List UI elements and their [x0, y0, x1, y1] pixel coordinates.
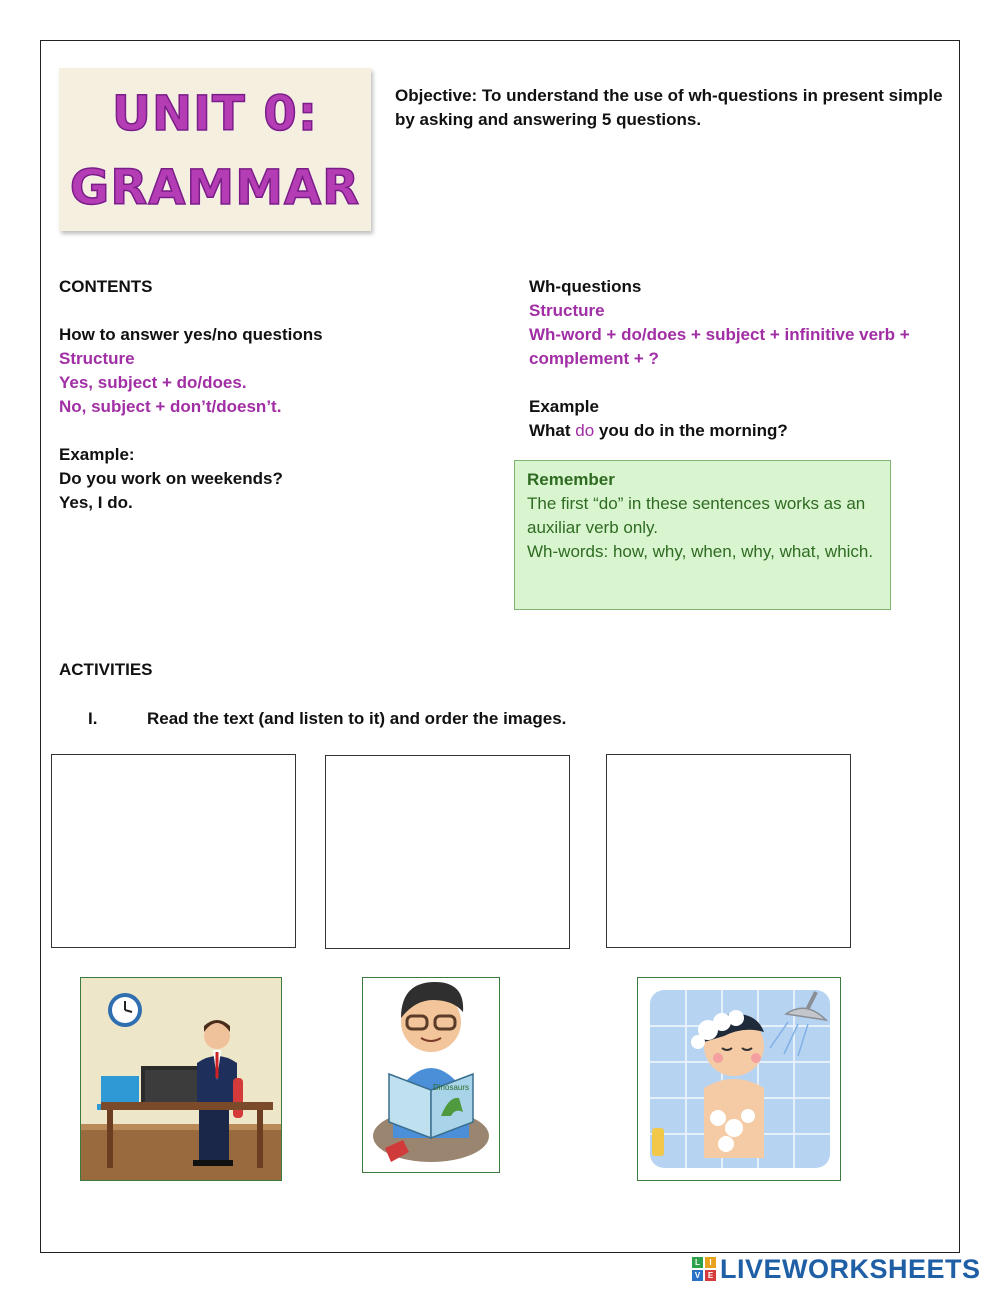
wh-example-post: you do in the morning?	[594, 421, 788, 440]
remember-line-2: Wh-words: how, why, when, why, what, which.	[527, 542, 874, 561]
logo-letter-v: V	[692, 1270, 703, 1281]
unit-title-banner	[59, 68, 371, 231]
liveworksheets-logo	[692, 1254, 981, 1284]
logo-letter-e: E	[705, 1270, 716, 1281]
remember-line-1: The first “do” in these sentences works as an auxiliar verb only.	[527, 494, 866, 537]
activity-instruction: Read the text (and listen to it) and order the images.	[147, 709, 567, 728]
wh-example-pre: What	[529, 421, 576, 440]
brand-name: LIVEWORKSHEETS	[720, 1253, 981, 1284]
objective-text: Objective: To understand the use of wh-questions in present simple by asking and answering 5 questions.	[395, 86, 943, 129]
wh-example-label: Example	[529, 397, 599, 416]
yesno-example-question: Do you work on weekends?	[59, 469, 283, 488]
wh-structure-label: Structure	[529, 301, 605, 320]
wh-heading: Wh-questions	[529, 277, 642, 296]
yesno-title: How to answer yes/no questions	[59, 325, 323, 344]
picture-child-showering[interactable]	[637, 977, 841, 1181]
yes-rule: Yes, subject + do/does.	[59, 373, 247, 392]
drop-box-1[interactable]	[51, 754, 296, 948]
yesno-example-label: Example:	[59, 445, 135, 464]
remember-title: Remember	[527, 470, 615, 489]
activities-heading: ACTIVITIES	[59, 660, 153, 679]
child-showering-icon	[638, 978, 840, 1180]
activity-number: I.	[88, 709, 98, 728]
remember-box	[514, 460, 891, 610]
wh-example-sentence	[529, 419, 788, 443]
yesno-example-answer: Yes, I do.	[59, 493, 133, 512]
wh-example-do: do	[575, 421, 595, 440]
no-rule: No, subject + don’t/doesn’t.	[59, 397, 282, 416]
picture-office-worker[interactable]	[80, 977, 282, 1181]
book-title: Dinosaurs	[433, 1083, 470, 1092]
wh-structure-rule: Wh-word + do/does + subject + infinitive verb + complement + ?	[529, 325, 910, 368]
unit-subtitle: GRAMMAR	[69, 160, 361, 216]
boy-reading-icon	[363, 978, 499, 1172]
picture-boy-reading[interactable]	[362, 977, 500, 1173]
yesno-structure-label: Structure	[59, 349, 135, 368]
contents-heading: CONTENTS	[59, 277, 153, 296]
office-worker-icon	[81, 978, 281, 1180]
unit-title: UNIT 0:	[111, 86, 319, 142]
drop-box-3[interactable]	[606, 754, 851, 948]
logo-grid-icon	[692, 1257, 716, 1281]
logo-letter-i: I	[705, 1257, 716, 1268]
logo-letter-l: L	[692, 1257, 703, 1268]
drop-box-2[interactable]	[325, 755, 570, 949]
